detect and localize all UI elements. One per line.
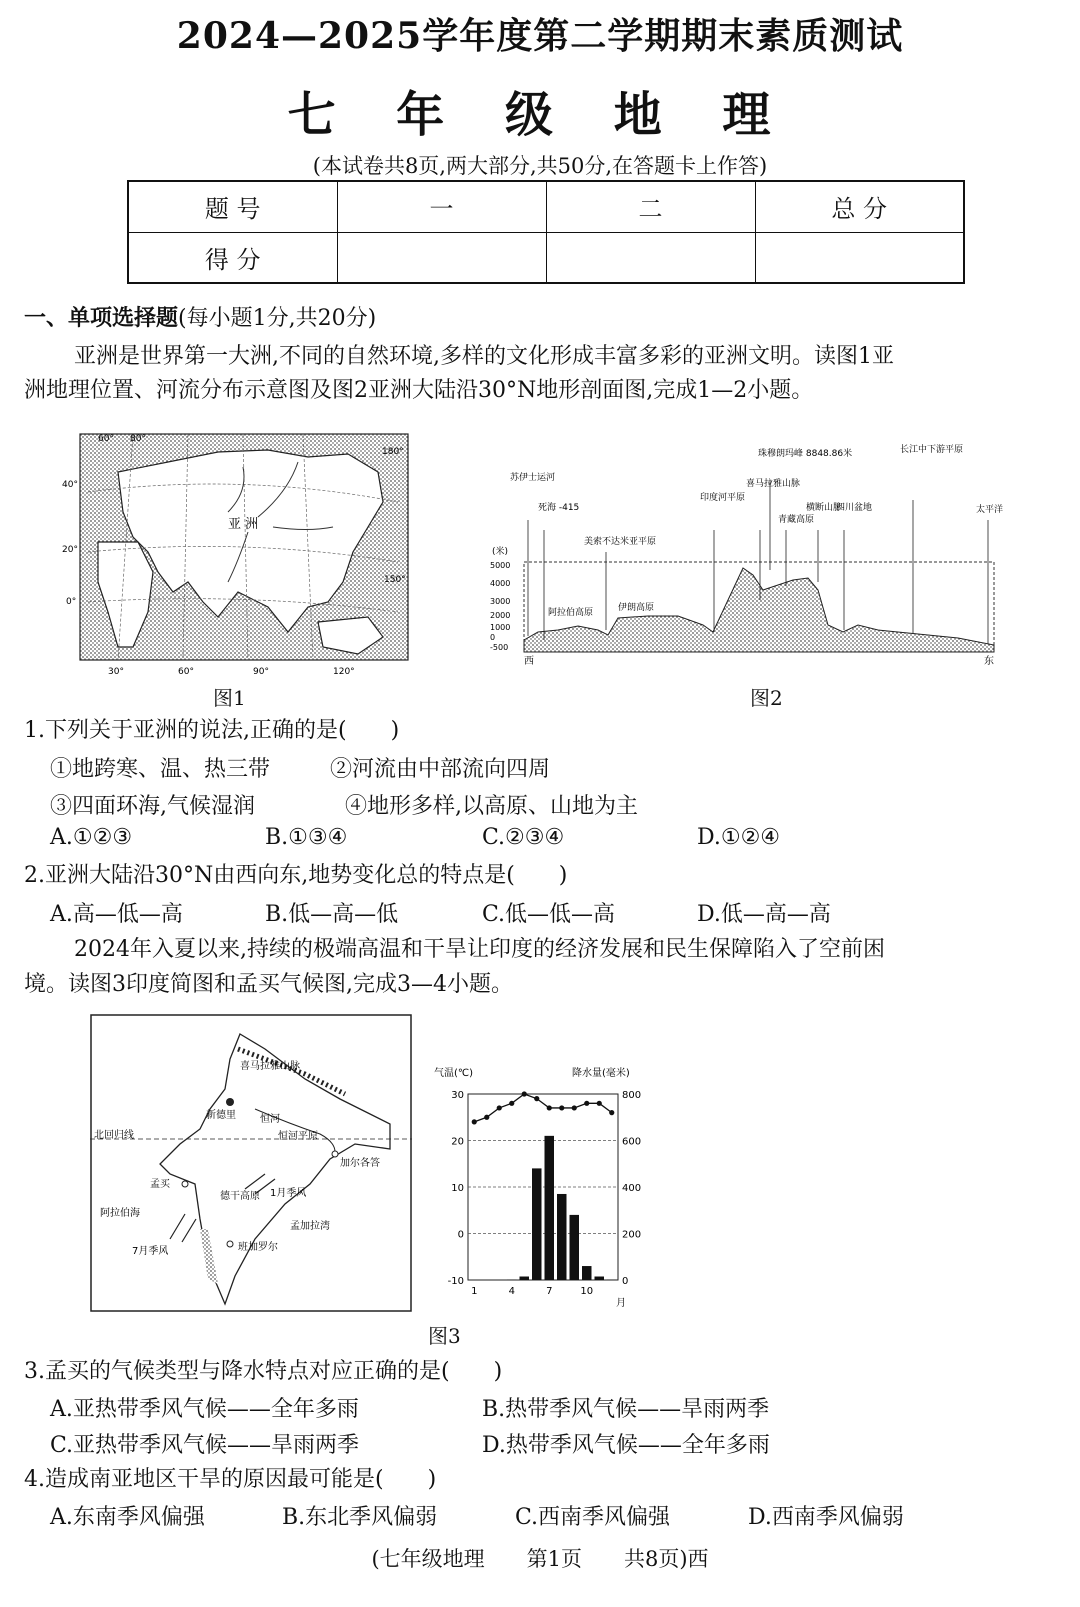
temp-point [559, 1105, 564, 1110]
mumbai-dot [182, 1181, 188, 1187]
right-axis-label: 降水量(毫米) [572, 1068, 630, 1079]
q4-option-d[interactable]: D.西南季风偏弱 [748, 1505, 904, 1530]
section-heading [24, 302, 376, 335]
map-label: 7月季风 [132, 1246, 169, 1257]
temp-point [522, 1091, 527, 1096]
figure1-caption: 图1 [213, 686, 246, 710]
ytick: 5000 [490, 561, 511, 570]
precip-bar [582, 1266, 592, 1280]
q1-option-c[interactable]: C.②③④ [482, 825, 565, 850]
place-label: 珠穆朗玛峰 8848.86米 [758, 449, 853, 459]
lon-label: 150° [384, 575, 406, 585]
precip-bar [557, 1194, 567, 1280]
place-label: 伊朗高原 [618, 603, 655, 613]
ytick: 4000 [490, 579, 511, 588]
q1-item: ②河流由中部流向四周 [330, 757, 551, 782]
lon-label: 120° [333, 667, 355, 677]
ytick: 3000 [490, 597, 511, 606]
month-tick-label: 1 [471, 1286, 478, 1297]
temp-point [597, 1101, 602, 1106]
lon-label: 30° [108, 667, 124, 677]
chart-grid [468, 1094, 618, 1280]
section-title: 一、单项选择题 [24, 305, 179, 331]
subject-title: 七 年 级 地 理 [287, 87, 793, 143]
map-label: 恒河平原 [278, 1131, 318, 1142]
q3-option-b[interactable]: B.热带季风气候——旱雨两季 [482, 1397, 770, 1422]
place-label: 印度河平原 [700, 493, 746, 503]
temp-point [609, 1110, 614, 1115]
lon-label: 90° [253, 667, 269, 677]
temp-tick-label: 30 [451, 1090, 464, 1101]
figure3-caption: 图3 [428, 1324, 461, 1348]
score-blank[interactable] [546, 232, 755, 283]
temp-tick-label: -10 [447, 1276, 464, 1287]
intro1-line1: 亚洲是世界第一大洲,不同的自然环境,多样的文化形成丰富多彩的亚洲文明。读图1亚 [74, 344, 894, 369]
q3-option-d[interactable]: D.热带季风气候——全年多雨 [482, 1433, 770, 1458]
precip-tick-label: 600 [622, 1136, 642, 1148]
place-label: 阿拉伯高原 [548, 608, 594, 618]
place-label: 四川盆地 [836, 503, 873, 513]
figure2-terrain-profile [488, 440, 1008, 670]
temp-point [509, 1101, 514, 1106]
score-table-header-row [128, 181, 964, 232]
map-label: 新德里 [206, 1110, 236, 1121]
q2-option-c[interactable]: C.低—低—高 [482, 902, 616, 927]
temp-curve [474, 1094, 612, 1122]
precip-bar [545, 1136, 555, 1280]
q1-option-a[interactable]: A.①②③ [50, 825, 133, 850]
ytick: -500 [490, 643, 509, 652]
page-footer: (七年级地理 第1页 共8页)西 [371, 1547, 709, 1571]
east-label: 东 [984, 656, 994, 667]
section-note: (每小题1分,共20分) [178, 306, 377, 331]
lon-label: 80° [130, 434, 146, 444]
temp-point [484, 1115, 489, 1120]
place-label: 太平洋 [976, 505, 1004, 515]
q1-stem: 1.下列关于亚洲的说法,正确的是( ) [24, 718, 400, 743]
q3-option-a[interactable]: A.亚热带季风气候——全年多雨 [50, 1397, 359, 1422]
month-tick-label: 10 [580, 1286, 594, 1297]
q4-option-a[interactable]: A.东南季风偏强 [50, 1505, 205, 1530]
map-label: 班加罗尔 [238, 1242, 278, 1253]
precip-tick-label: 200 [622, 1229, 642, 1241]
place-label: 长江中下游平原 [900, 445, 964, 455]
lon-label: 60° [98, 434, 114, 444]
score-cell: 二 [546, 181, 755, 232]
score-table [127, 180, 965, 284]
score-cell: 总 分 [755, 181, 964, 232]
score-cell: 题 号 [128, 181, 337, 232]
place-label: 苏伊士运河 [510, 473, 556, 483]
ytick: 2000 [490, 611, 511, 620]
temp-point [547, 1105, 552, 1110]
west-label: 西 [524, 656, 534, 667]
q2-stem: 2.亚洲大陆沿30°N由西向东,地势变化总的特点是( ) [24, 863, 568, 888]
month-tick-label: 4 [508, 1286, 515, 1297]
asia-label: 亚 洲 [228, 517, 259, 532]
precip-tick-label: 400 [622, 1183, 642, 1194]
place-label: 横断山脉 [806, 503, 843, 513]
lon-label: 60° [178, 667, 194, 677]
q3-option-c[interactable]: C.亚热带季风气候——旱雨两季 [50, 1433, 360, 1458]
map-label: 德干高原 [220, 1191, 260, 1202]
temp-tick-label: 20 [451, 1136, 464, 1148]
place-label: 美索不达米亚平原 [584, 537, 657, 547]
map-label: 阿拉伯海 [100, 1208, 140, 1219]
place-label: 死海 -415 [538, 503, 580, 513]
temp-point [497, 1105, 502, 1110]
kolkata-dot [332, 1151, 338, 1157]
lat-label: 40° [62, 480, 78, 490]
lat-label: 0° [66, 597, 77, 607]
ytick: 1000 [490, 623, 511, 632]
precip-bar [532, 1168, 542, 1280]
map-label: 1月季风 [270, 1188, 307, 1199]
temp-point [472, 1119, 477, 1124]
q4-stem: 4.造成南亚地区干旱的原因最可能是( ) [24, 1467, 437, 1492]
place-label: 喜马拉雅山脉 [746, 479, 801, 489]
precip-tick-label: 0 [622, 1276, 629, 1287]
score-blank[interactable] [755, 232, 964, 283]
ytick: 0 [490, 633, 496, 642]
precip-tick-label: 800 [622, 1090, 642, 1101]
intro2-line1: 2024年入夏以来,持续的极端高温和干旱让印度的经济发展和民生保障陷入了空前困 [74, 937, 885, 962]
precip-bar [595, 1277, 605, 1280]
figure2-caption: 图2 [750, 686, 783, 710]
temperature-line [472, 1091, 615, 1124]
q2-option-d[interactable]: D.低—高—高 [697, 902, 831, 927]
q2-option-b[interactable]: B.低—高—低 [265, 902, 399, 927]
profile-yticks [490, 561, 510, 652]
map-label: 加尔各答 [340, 1158, 380, 1169]
map-label: 喜马拉雅山脉 [240, 1061, 300, 1072]
q1-item: ①地跨寒、温、热三带 [50, 757, 271, 782]
exam-title: 2024—2025学年度第二学期期末素质测试 [176, 15, 904, 57]
profile-terrain [524, 568, 994, 652]
q2-option-a[interactable]: A.高—低—高 [50, 902, 183, 927]
precip-bar [570, 1215, 580, 1280]
map-label: 北回归线 [94, 1130, 134, 1141]
lon-label: 180° [382, 447, 404, 457]
figure3-climate-chart [432, 1062, 692, 1314]
map-label: 孟买 [150, 1179, 170, 1190]
temp-point [534, 1096, 539, 1101]
figure1-asia-map [62, 432, 410, 680]
score-cell: 一 [337, 181, 546, 232]
bangalore-dot [227, 1241, 233, 1247]
temp-tick-label: 10 [451, 1183, 464, 1194]
intro2-line2: 境。读图3印度简图和孟买气候图,完成3—4小题。 [24, 972, 513, 997]
profile-unit: (米) [492, 547, 509, 557]
q4-option-b[interactable]: B.东北季风偏弱 [282, 1505, 438, 1530]
temp-point [584, 1101, 589, 1106]
map-label: 恒河 [260, 1114, 280, 1125]
lat-label: 20° [62, 545, 78, 555]
intro1-line2: 洲地理位置、河流分布示意图及图2亚洲大陆沿30°N地形剖面图,完成1—2小题。 [24, 378, 814, 403]
q1-item: ③四面环海,气候湿润 [50, 794, 255, 819]
precip-bar [520, 1277, 530, 1280]
temp-tick-label: 0 [457, 1229, 464, 1241]
newdelhi-dot [226, 1098, 234, 1106]
figure3-india-map [90, 1014, 412, 1312]
month-tick-label: 7 [546, 1286, 553, 1297]
x-axis-label: 月 [616, 1298, 626, 1309]
precipitation-bars [507, 1136, 617, 1280]
map-label: 孟加拉湾 [290, 1221, 330, 1232]
score-blank[interactable] [337, 232, 546, 283]
score-cell: 得 分 [128, 232, 337, 283]
q1-option-b[interactable]: B.①③④ [265, 825, 348, 850]
q1-option-d[interactable]: D.①②④ [697, 825, 781, 850]
score-table-score-row [128, 232, 964, 283]
place-label: 青藏高原 [778, 515, 815, 525]
q3-stem: 3.孟买的气候类型与降水特点对应正确的是( ) [24, 1359, 503, 1384]
q4-option-c[interactable]: C.西南季风偏强 [515, 1505, 671, 1530]
temp-point [572, 1105, 577, 1110]
left-axis-label: 气温(℃) [434, 1068, 474, 1079]
exam-note: (本试卷共8页,两大部分,共50分,在答题卡上作答) [312, 154, 768, 178]
q1-item: ④地形多样,以高原、山地为主 [345, 794, 638, 819]
